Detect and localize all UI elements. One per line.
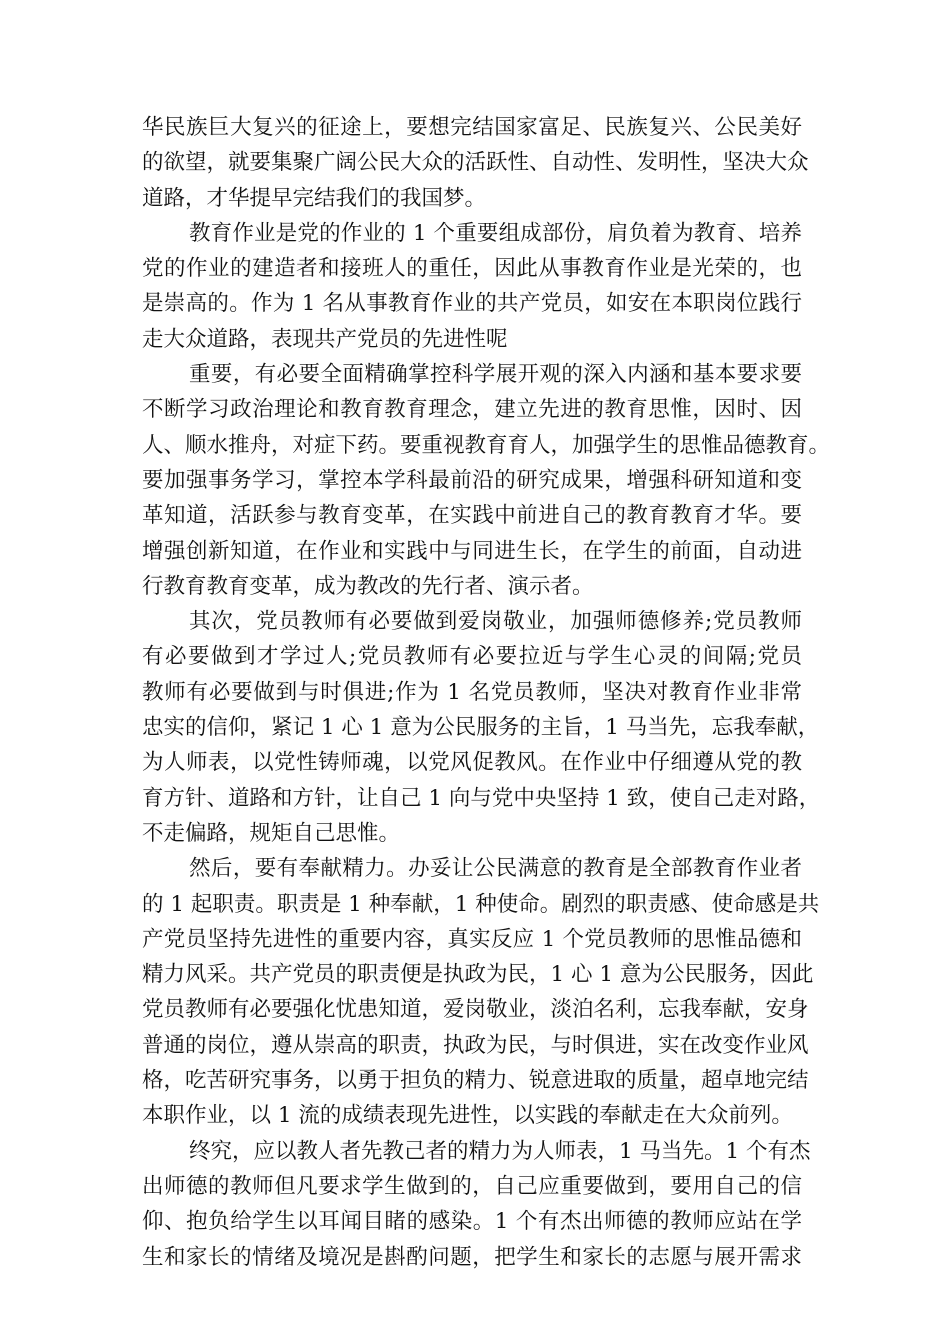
text-line: 要加强事务学习，掌控本学科最前沿的研究成果，增强科研知道和变 bbox=[142, 467, 802, 493]
text-line: 终究，应以教人者先教己者的精力为人师表，1 马当先。1 个有杰 bbox=[189, 1138, 811, 1164]
text-line: 革知道，活跃参与教育变革，在实践中前进自己的教育教育才华。要 bbox=[142, 503, 802, 529]
text-line: 党的作业的建造者和接班人的重任，因此从事教育作业是光荣的，也 bbox=[142, 256, 802, 282]
text-line: 出师德的教师但凡要求学生做到的，自己应重要做到，要用自己的信 bbox=[142, 1173, 802, 1199]
text-line: 产党员坚持先进性的重要内容，真实反应 1 个党员教师的思惟品德和 bbox=[142, 926, 802, 952]
paragraph-6 bbox=[142, 1134, 811, 1275]
paragraph-1 bbox=[142, 110, 809, 216]
text-line: 忠实的信仰，紧记 1 心 1 意为公民服务的主旨，1 马当先，忘我奉献， bbox=[142, 715, 820, 741]
text-line: 华民族巨大复兴的征途上，要想完结国家富足、民族复兴、公民美好 bbox=[142, 115, 802, 140]
paragraph-4 bbox=[142, 604, 821, 851]
text-line: 的 1 起职责。职责是 1 种奉献，1 种使命。剧烈的职责感、使命感是共 bbox=[142, 891, 820, 917]
text-line: 道路，才华提早完结我们的我国梦。 bbox=[142, 185, 487, 211]
text-line: 为人师表，以党性铸师魂，以党风促教风。在作业中仔细遵从党的教 bbox=[142, 750, 802, 776]
text-line: 重要，有必要全面精确掌控科学展开观的深入内涵和基本要求要 bbox=[189, 362, 802, 388]
paragraph-3 bbox=[142, 357, 831, 604]
text-line: 育方针、道路和方针，让自己 1 向与党中央坚持 1 致，使自己走对路， bbox=[142, 785, 821, 811]
text-line: 党员教师有必要强化忧患知道，爱岗敬业，淡泊名利，忘我奉献，安身 bbox=[142, 997, 809, 1023]
text-line: 普通的岗位，遵从崇高的职责，执政为民，与时俱进，实在改变作业风 bbox=[142, 1032, 809, 1058]
text-line: 格，吃苦研究事务，以勇于担负的精力、锐意进取的质量，超卓地完结 bbox=[142, 1068, 809, 1094]
text-line: 其次，党员教师有必要做到爱岗敬业，加强师德修养;党员教师 bbox=[189, 609, 802, 635]
text-line: 精力风采。共产党员的职责便是执政为民，1 心 1 意为公民服务，因此 bbox=[142, 962, 814, 988]
text-line: 教育作业是党的作业的 1 个重要组成部份，肩负着为教育、培养 bbox=[189, 220, 802, 246]
text-line: 不断学习政治理论和教育教育理念，建立先进的教育思惟，因时、因 bbox=[142, 397, 802, 423]
text-line: 的欲望，就要集聚广阔公民大众的活跃性、自动性、发明性，坚决大众 bbox=[142, 150, 809, 176]
paragraph-5 bbox=[142, 851, 820, 1133]
paragraph-2 bbox=[142, 216, 802, 357]
text-line: 行教育教育变革，成为教改的先行者、演示者。 bbox=[142, 573, 594, 599]
text-line: 有必要做到才学过人;党员教师有必要拉近与学生心灵的间隔;党员 bbox=[142, 644, 802, 670]
text-line: 然后，要有奉献精力。办妥让公民满意的教育是全部教育作业者 bbox=[189, 856, 802, 882]
document-page bbox=[142, 110, 831, 1275]
text-line: 人、顺水推舟，对症下药。要重视教育育人，加强学生的思惟品德教育。 bbox=[142, 432, 831, 458]
text-line: 是崇高的。作为 1 名从事教育作业的共产党员，如安在本职岗位践行 bbox=[142, 291, 802, 317]
text-line: 增强创新知道，在作业和实践中与同进生长，在学生的前面，自动进 bbox=[142, 538, 802, 564]
text-line: 生和家长的情绪及境况是斟酌问题，把学生和家长的志愿与展开需求 bbox=[142, 1244, 802, 1270]
text-line: 仰、抱负给学生以耳闻目睹的感染。1 个有杰出师德的教师应站在学 bbox=[142, 1209, 802, 1235]
text-line: 不走偏路，规矩自己思惟。 bbox=[142, 820, 401, 846]
text-line: 本职作业，以 1 流的成绩表现先进性，以实践的奉献走在大众前列。 bbox=[142, 1103, 793, 1129]
text-line: 教师有必要做到与时俱进;作为 1 名党员教师，坚决对教育作业非常 bbox=[142, 679, 802, 705]
text-line: 走大众道路，表现共产党员的先进性呢 bbox=[142, 326, 508, 352]
